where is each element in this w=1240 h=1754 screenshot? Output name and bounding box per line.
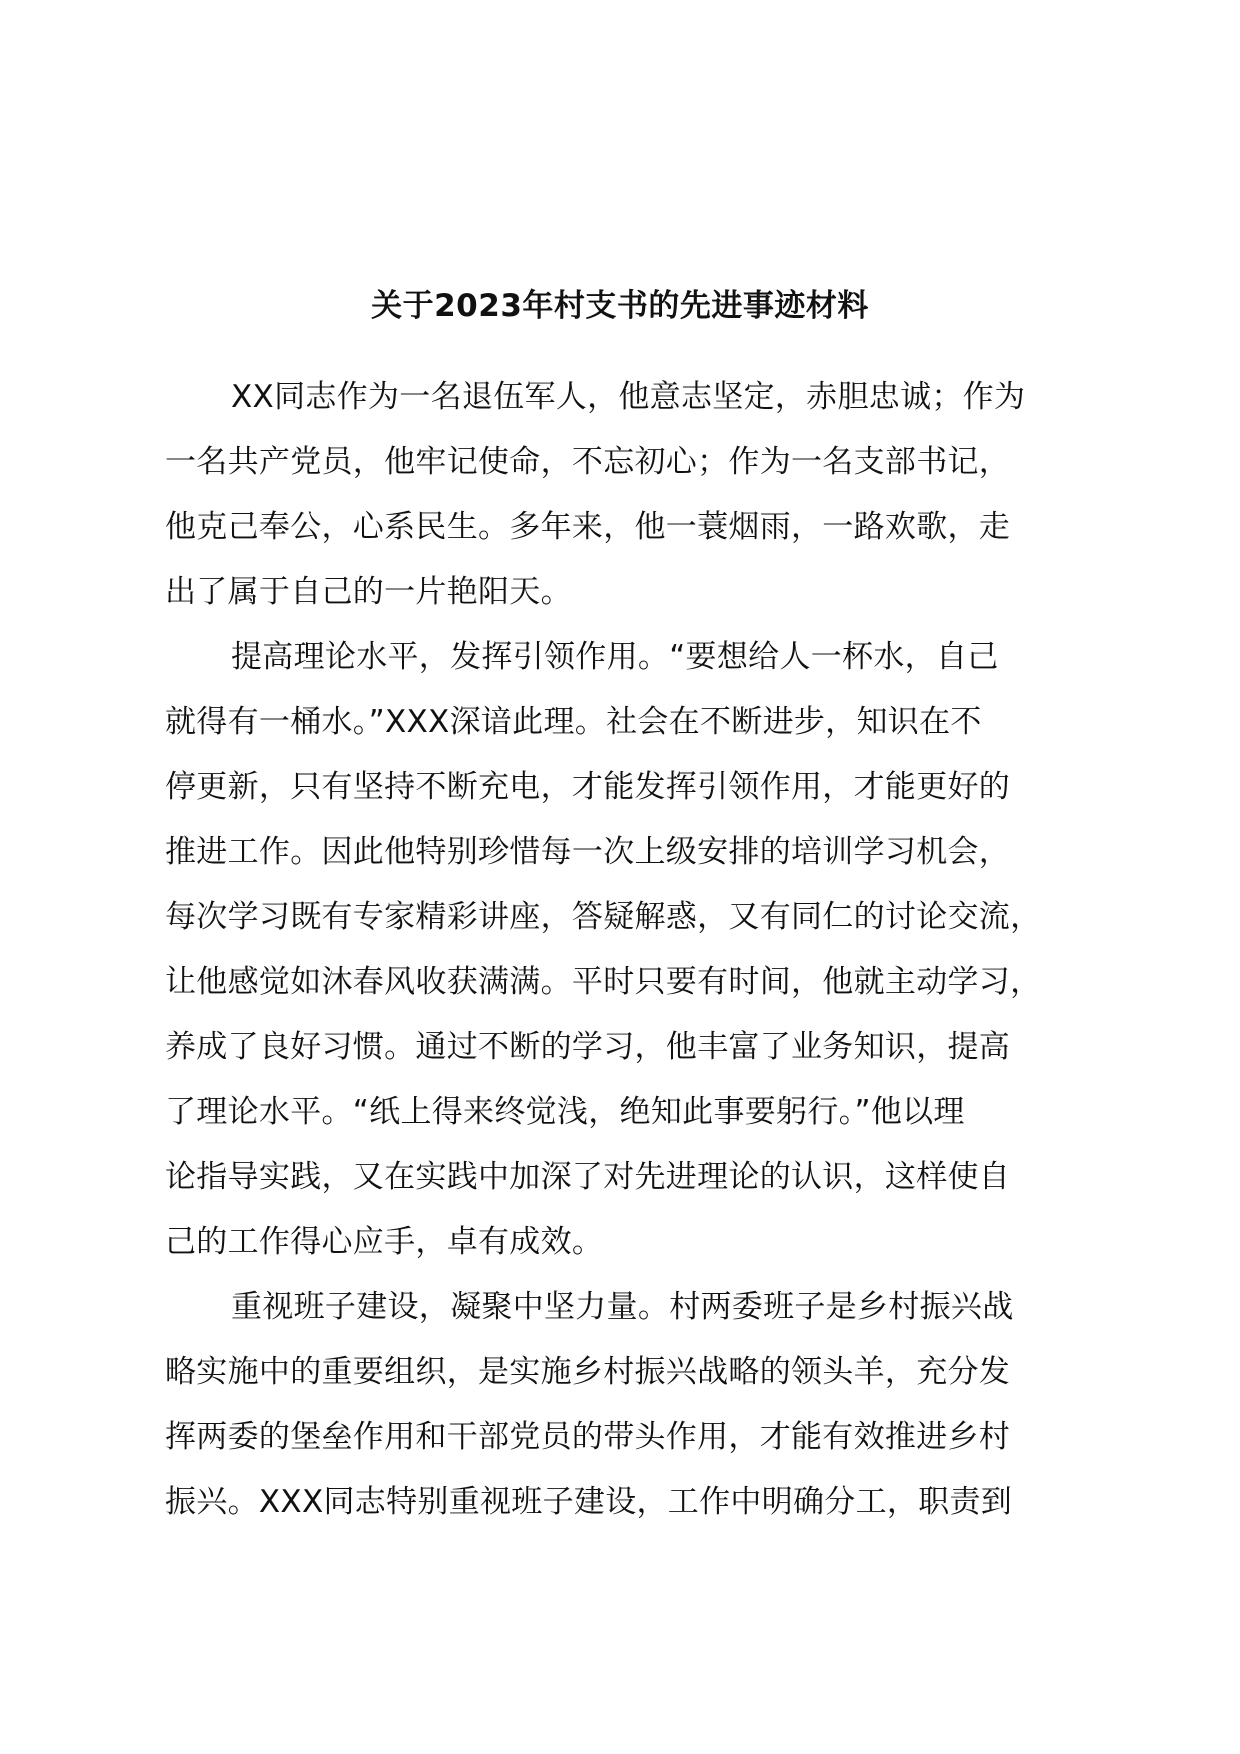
text-line: XX同志作为一名退伍军人，他意志坚定，赤胆忠诚；作为	[231, 379, 1026, 415]
text-line: 每次学习既有专家精彩讲座，答疑解惑，又有同仁的讨论交流，	[165, 899, 1042, 935]
text-line: 停更新，只有坚持不断充电，才能发挥引领作用，才能更好的	[165, 769, 1011, 805]
text-line: 挥两委的堡垒作用和干部党员的带头作用，才能有效推进乡村	[165, 1419, 1011, 1455]
paragraph	[165, 632, 1125, 1282]
text-line: 出了属于自己的一片艳阳天。	[165, 574, 572, 610]
text-line: 让他感觉如沐春风收获满满。平时只要有时间，他就主动学习，	[165, 964, 1042, 1000]
text-line: 振兴。XXX同志特别重视班子建设，工作中明确分工，职责到	[165, 1484, 1013, 1520]
text-line: 就得有一桶水。”XXX深谙此理。社会在不断进步，知识在不	[165, 704, 982, 740]
paragraph	[165, 1282, 1125, 1542]
text-line: 重视班子建设，凝聚中坚力量。村两委班子是乡村振兴战	[231, 1289, 1014, 1325]
document-title: 关于2023年村支书的先进事迹材料	[371, 288, 869, 324]
text-line: 己的工作得心应手，卓有成效。	[165, 1224, 604, 1260]
text-line: 养成了良好习惯。通过不断的学习，他丰富了业务知识，提高	[165, 1029, 1011, 1065]
text-line: 论指导实践，又在实践中加深了对先进理论的认识，这样使自	[165, 1159, 1011, 1195]
text-line: 推进工作。因此他特别珍惜每一次上级安排的培训学习机会，	[165, 834, 1011, 870]
text-line: 略实施中的重要组织，是实施乡村振兴战略的领头羊，充分发	[165, 1354, 1011, 1390]
paragraph	[165, 372, 1125, 632]
text-line: 提高理论水平，发挥引领作用。“要想给人一杯水，自己	[231, 639, 999, 675]
text-line: 了理论水平。“纸上得来终觉浅，绝知此事要躬行。”他以理	[165, 1094, 965, 1130]
text-line: 一名共产党员，他牢记使命，不忘初心；作为一名支部书记，	[165, 444, 1011, 480]
document-body	[165, 372, 1125, 1542]
text-line: 他克己奉公，心系民生。多年来，他一蓑烟雨，一路欢歌，走	[165, 509, 1011, 545]
